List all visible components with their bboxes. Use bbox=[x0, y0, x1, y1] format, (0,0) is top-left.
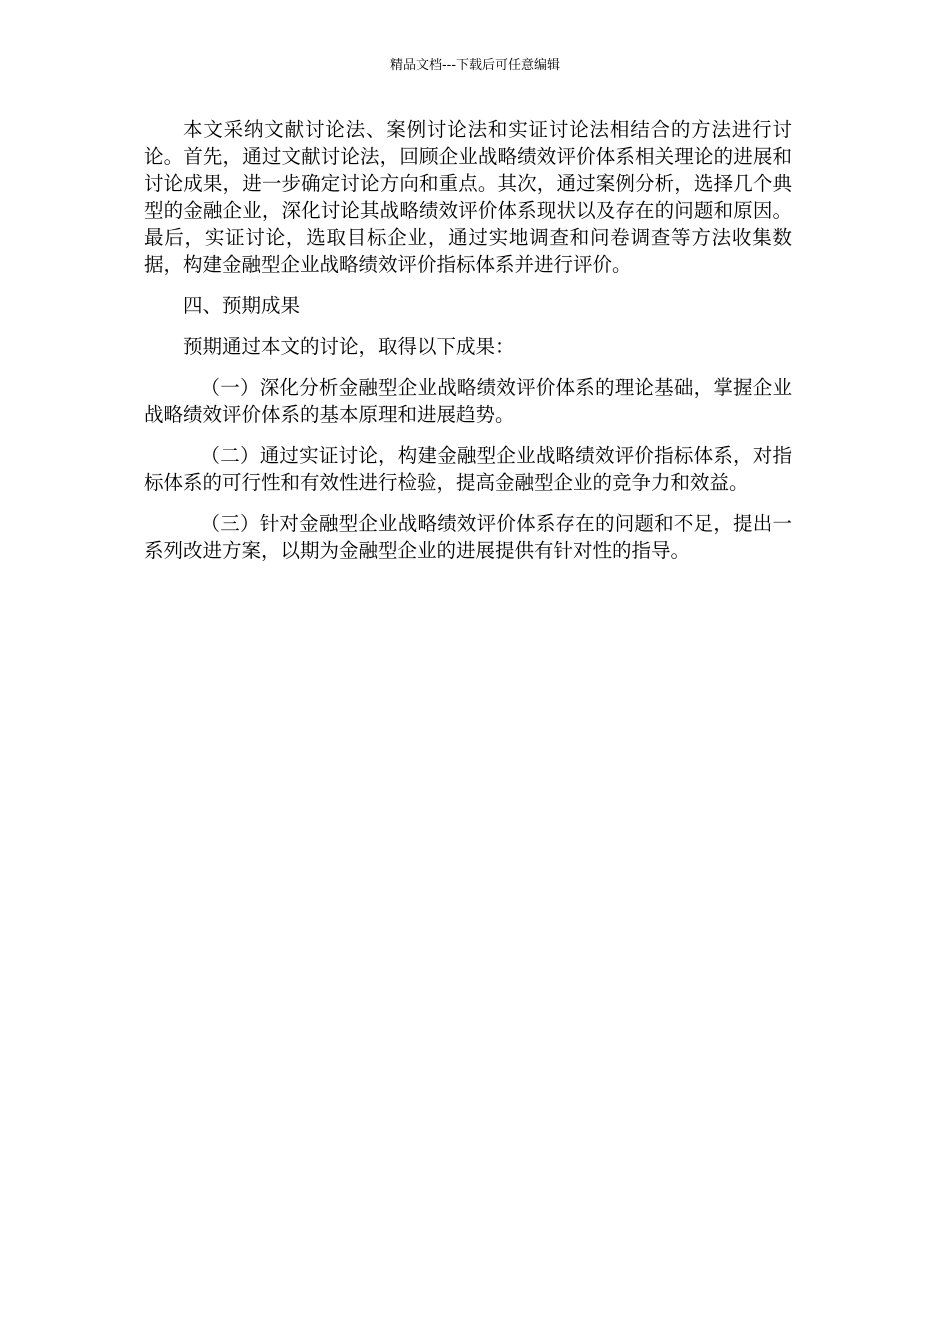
methodology-paragraph: 本文采纳文献讨论法、案例讨论法和实证讨论法相结合的方法进行讨论。首先，通过文献讨论法，回顾企业战略绩效评价体系相关理论的进展和讨论成果，进一步确定讨论方向和重点。其次，通过案例分析，选择几个典型的金融企业，深化讨论其战略绩效评价体系现状以及存在的问题和原因。最后，实证讨论，选取目标企业，通过实地调查和问卷调查等方法收集数据，构建金融型企业战略绩效评价指标体系并进行评价。 bbox=[144, 118, 792, 276]
result-item-3: （三）针对金融型企业战略绩效评价体系存在的问题和不足，提出一系列改进方案，以期为金融型企业的进展提供有针对性的指导。 bbox=[144, 512, 792, 562]
page-header-watermark: 精品文档---下载后可任意编辑 bbox=[389, 58, 561, 73]
results-intro-paragraph: 预期通过本文的讨论，取得以下成果： bbox=[183, 335, 515, 358]
result-item-1: （一）深化分析金融型企业战略绩效评价体系的理论基础，掌握企业战略绩效评价体系的基本原理和进展趋势。 bbox=[144, 376, 792, 426]
section-heading-expected-results: 四、预期成果 bbox=[183, 294, 301, 317]
result-item-2: （二）通过实证讨论，构建金融型企业战略绩效评价指标体系，对指标体系的可行性和有效性进行检验，提高金融型企业的竞争力和效益。 bbox=[144, 444, 792, 494]
document-body bbox=[144, 116, 792, 564]
